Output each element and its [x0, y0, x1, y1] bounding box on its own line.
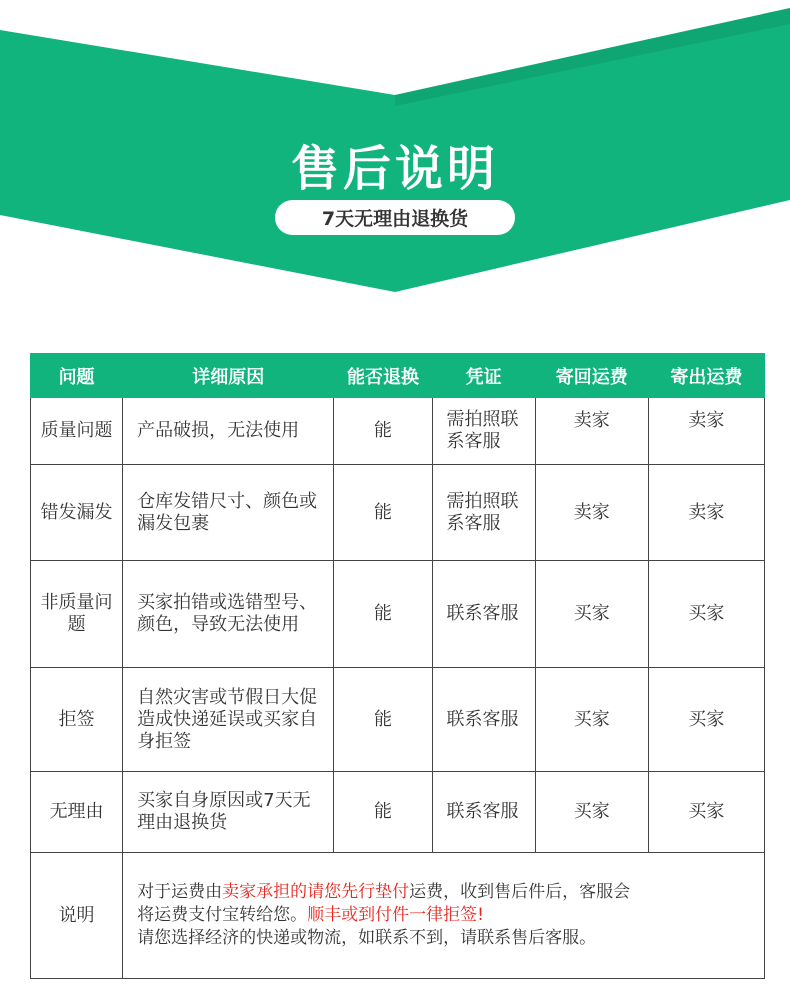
- cell-returnable: 能: [334, 561, 432, 668]
- cell-issue: 错发漏发: [31, 465, 123, 561]
- table-row: [31, 561, 765, 668]
- cell-returnable: 能: [334, 465, 432, 561]
- cell-returnable: 能: [334, 668, 432, 772]
- page-title: 售后说明: [290, 141, 499, 197]
- cell-return-fee: 买家: [535, 561, 648, 668]
- cell-reason: 买家拍错或选错型号、颜色，导致无法使用: [123, 561, 334, 668]
- notes-text: [123, 853, 765, 979]
- cell-return-fee: 卖家: [535, 398, 648, 465]
- subtitle-badge: 7天无理由退换货: [275, 200, 515, 235]
- cell-proof: 需拍照联系客服: [432, 465, 535, 561]
- table-header-row: [31, 354, 765, 398]
- cell-return-fee: 买家: [535, 772, 648, 853]
- cell-proof: 联系客服: [432, 561, 535, 668]
- header-issue: 问题: [31, 354, 123, 398]
- table-row: [31, 668, 765, 772]
- cell-proof: 需拍照联系客服: [432, 398, 535, 465]
- header-proof: 凭证: [432, 354, 535, 398]
- cell-issue: 质量问题: [31, 398, 123, 465]
- cell-send-fee: 买家: [648, 772, 764, 853]
- cell-returnable: 能: [334, 772, 432, 853]
- notes-highlight-refuse: 顺丰或到付件一律拒签!: [307, 905, 484, 925]
- cell-send-fee: 买家: [648, 561, 764, 668]
- notes-row: [31, 853, 765, 979]
- cell-reason: 仓库发错尺寸、颜色或漏发包裹: [123, 465, 334, 561]
- table-row: [31, 398, 765, 465]
- cell-send-fee: 买家: [648, 668, 764, 772]
- header-banner: [0, 0, 790, 300]
- cell-send-fee: 卖家: [648, 398, 764, 465]
- cell-issue: 拒签: [31, 668, 123, 772]
- header-return-fee: 寄回运费: [535, 354, 648, 398]
- header-send-fee: 寄出运费: [648, 354, 764, 398]
- after-sales-table: [30, 353, 765, 979]
- cell-send-fee: 卖家: [648, 465, 764, 561]
- cell-reason: 买家自身原因或7天无理由退换货: [123, 772, 334, 853]
- cell-proof: 联系客服: [432, 668, 535, 772]
- table-row: [31, 465, 765, 561]
- header-reason: 详细原因: [123, 354, 334, 398]
- cell-issue: 非质量问题: [31, 561, 123, 668]
- cell-issue: 无理由: [31, 772, 123, 853]
- cell-proof: 联系客服: [432, 772, 535, 853]
- cell-returnable: 能: [334, 398, 432, 465]
- notes-line-3: 请您选择经济的快递或物流，如联系不到，请联系售后客服。: [137, 928, 597, 948]
- table-row: [31, 772, 765, 853]
- cell-return-fee: 卖家: [535, 465, 648, 561]
- cell-reason: 自然灾害或节假日大促造成快递延误或买家自身拒签: [123, 668, 334, 772]
- notes-line-1: 对于运费由卖家承担的请您先行垫付运费，收到售后件后，客服会: [137, 882, 631, 902]
- cell-return-fee: 买家: [535, 668, 648, 772]
- header-returnable: 能否退换: [334, 354, 432, 398]
- notes-highlight-seller-pays: 卖家承担的请您先行垫付: [222, 882, 410, 902]
- cell-reason: 产品破损，无法使用: [123, 398, 334, 465]
- notes-line-2: 将运费支付宝转给您。顺丰或到付件一律拒签!: [137, 905, 484, 925]
- notes-label: 说明: [31, 853, 123, 979]
